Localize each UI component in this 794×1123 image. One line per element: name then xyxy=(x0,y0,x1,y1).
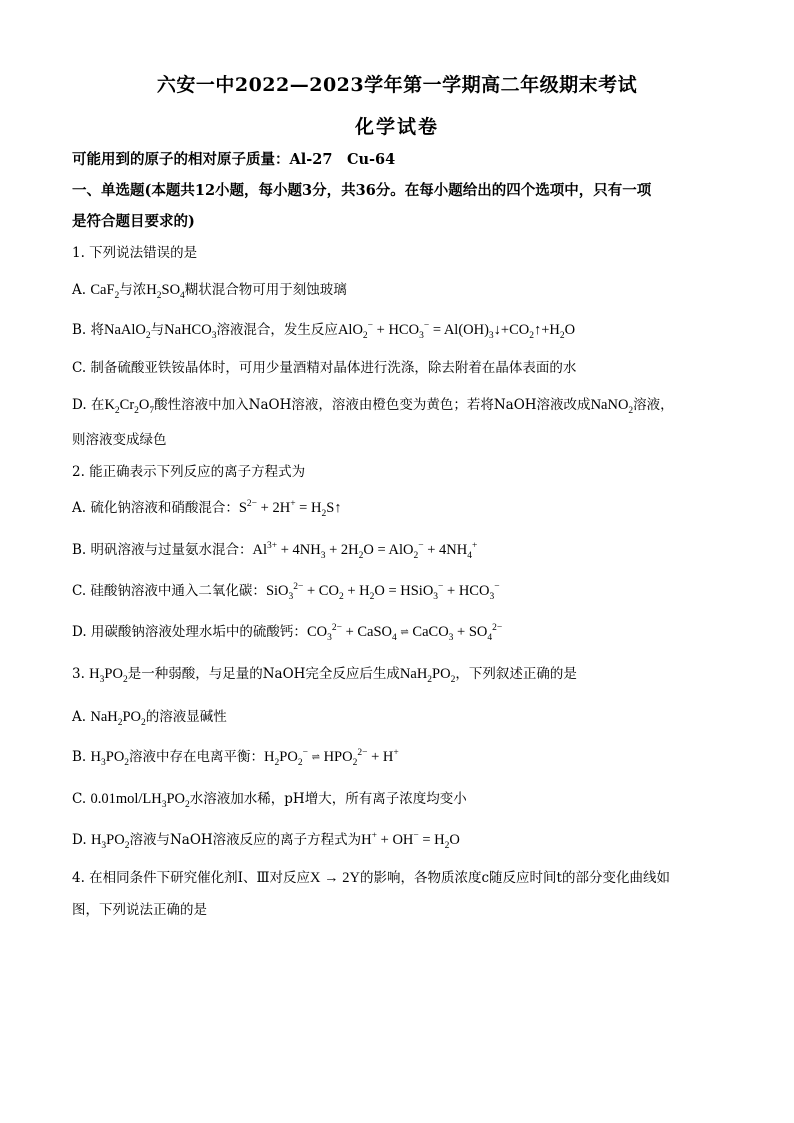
q1-option-b: B. 将NaAlO$_2$与NaHCO$_3$溶液混合，发生反应$AlO_2^- + HCO_3^-$ = $Al(OH)_3↓+CO_2↑+H_2O$ xyxy=(72,321,576,341)
q3-option-c: C. $0.01mol/LH_3PO_2$水溶液加水稀，pH增大，所有离子浓度均变小 xyxy=(72,791,467,810)
page-title: 六安一中2022—2023学年第一学期高二年级期末考试 xyxy=(156,74,638,96)
page-subtitle: 化学试卷 xyxy=(354,116,439,138)
q2-option-a: A. 硫化钠溶液和硝酸混合：$S^{2-} + 2H^+$ = $H_2S↑$ xyxy=(72,499,342,519)
q2-stem: 2. 能正确表示下列反应的离子方程式为 xyxy=(72,464,306,480)
equilibrium-arrow-icon: ⇌ xyxy=(311,751,320,763)
q1-option-d: D. 在$K_2Cr_2O_7$酸性溶液中加入NaOH溶液，溶液由橙色变为黄色；若将NaOH溶液改成NaNO$_2$溶液， xyxy=(72,397,674,416)
q1-option-c: C. 制备硫酸亚铁铵晶体时，可用少量酒精对晶体进行洗涤，除去附着在晶体表面的水 xyxy=(72,360,577,376)
q1-stem: 1. 下列说法错误的是 xyxy=(72,245,198,261)
section-heading-line2: 是符合题目要求的) xyxy=(72,213,195,230)
section-heading-line1: 一、单选题(本题共12小题，每小题3分，共36分。在每小题给出的四个选项中，只有一项 xyxy=(72,182,652,199)
q4-stem-line2: 图，下列说法正确的是 xyxy=(72,902,207,918)
q2-option-d: D. 用碳酸钠溶液处理水垢中的硫酸钙：$CO_3^{2-}$ + CaSO$_4$ ⇌ CaCO$_3$ + $SO_4^{2-}$ xyxy=(72,623,503,643)
q2-option-b: B. 明矾溶液与过量氨水混合：$Al^{3+} + 4NH_3 + 2H_2O = AlO_2^- + 4NH_4^+$ xyxy=(72,541,478,561)
atomic-mass-line: 可能用到的原子的相对原子质量：Al-27 Cu-64 xyxy=(72,151,396,168)
q2-option-c: C. 硅酸钠溶液中通入二氧化碳：$SiO_3^{2-} + CO_2 + H_2O$ = HSiO$_3$− + $HCO_3^-$ xyxy=(72,582,500,602)
q4-stem-line1: 4. 在相同条件下研究催化剂Ⅰ、Ⅲ对反应X → 2Y的影响，各物质浓度c随反应时间t的部分变化曲线如 xyxy=(72,870,670,886)
q3-stem: 3. $H_3PO_2$是一种弱酸，与足量的NaOH完全反应后生成$NaH_2PO_2$，下列叙述正确的是 xyxy=(72,666,577,685)
q3-option-a: A. $NaH_2PO_2$的溶液显碱性 xyxy=(72,709,227,728)
q1-option-d-cont: 则溶液变成绿色 xyxy=(72,432,167,448)
equilibrium-arrow-icon: ⇌ xyxy=(400,626,409,638)
q1-option-a: A. CaF$_2$与浓$H_2SO_4$糊状混合物可用于刻蚀玻璃 xyxy=(72,282,347,301)
q3-option-b: B. $H_3PO_2$溶液中存在电离平衡：$H_2PO_2^-$ ⇌ $HPO_2^{2-} + H^+$ xyxy=(72,748,399,768)
q3-option-d: D. $H_3PO_2$溶液与NaOH溶液反应的离子方程式为$H^+ + OH^- = H_2O$ xyxy=(72,831,460,851)
